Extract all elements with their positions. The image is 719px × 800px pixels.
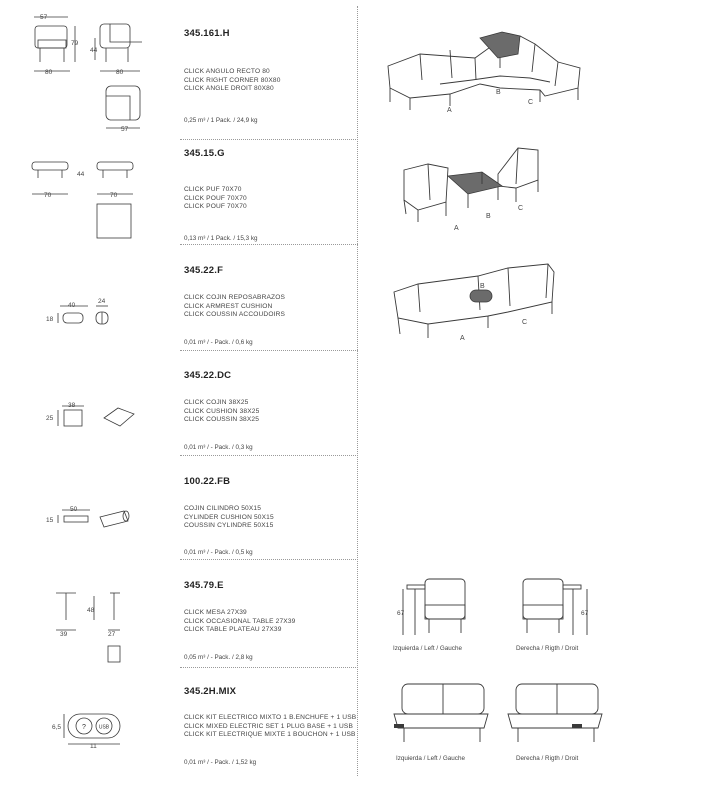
product-code: 345.22.DC bbox=[184, 370, 232, 381]
dim-depth: 70 bbox=[110, 192, 118, 199]
dim-seat-height: 44 bbox=[90, 47, 98, 54]
product-names bbox=[184, 609, 295, 635]
product-code: 345.22.F bbox=[184, 265, 224, 276]
dim-width: 11 bbox=[90, 743, 97, 750]
product-spec: 0,01 m³ / - Pack. / 1,52 kg bbox=[184, 759, 257, 766]
dim-width: 80 bbox=[45, 69, 53, 76]
dim-depth: 57 bbox=[40, 14, 48, 21]
label-a: A bbox=[460, 335, 465, 342]
dim-diameter: 15 bbox=[46, 517, 54, 524]
dim-height: 79 bbox=[71, 40, 79, 47]
pouf-dimension-drawing bbox=[0, 140, 175, 245]
dim-length: 40 bbox=[68, 302, 76, 309]
label-c: C bbox=[518, 205, 524, 212]
row-separator bbox=[180, 455, 358, 456]
dim-height: 67 bbox=[581, 610, 589, 617]
dim-height: 48 bbox=[87, 607, 95, 614]
caption-left: Izquierda / Left / Gauche bbox=[396, 755, 465, 762]
dim-width: 70 bbox=[44, 192, 52, 199]
chair-table-right-illustration bbox=[515, 575, 595, 643]
usb-icon: USB bbox=[98, 724, 110, 731]
dim-length: 39 bbox=[60, 631, 68, 638]
product-code: 345.15.G bbox=[184, 148, 225, 159]
product-name-fr: CLICK COUSSIN ACCOUDOIRS bbox=[184, 311, 286, 319]
pouf-sofa-illustration bbox=[398, 140, 548, 235]
label-b: B bbox=[480, 283, 485, 290]
product-name-es: CLICK COJIN REPOSABRAZOS bbox=[184, 294, 286, 301]
product-names bbox=[184, 186, 247, 212]
row-separator bbox=[180, 350, 358, 351]
product-name-fr: CLICK ANGLE DROIT 80X80 bbox=[184, 85, 274, 93]
product-spec: 0,25 m³ / 1 Pack. / 24,9 kg bbox=[184, 117, 258, 124]
product-name-fr: CLICK TABLE PLATEAU 27X39 bbox=[184, 626, 282, 634]
product-spec: 0,01 m³ / - Pack. / 0,6 kg bbox=[184, 339, 253, 346]
chair-table-left-illustration bbox=[395, 575, 475, 643]
row-separator bbox=[180, 559, 358, 560]
dim-length: 50 bbox=[70, 506, 78, 513]
row-separator bbox=[180, 667, 358, 668]
sofa-kit-left-illustration bbox=[388, 680, 493, 750]
product-name-en: CLICK MIXED ELECTRIC SET 1 PLUG BASE + 1 USB bbox=[184, 722, 353, 730]
armrest-cushion-dimension-drawing bbox=[0, 245, 175, 350]
dim-height: 25 bbox=[46, 415, 54, 422]
product-name-en: CLICK OCCASIONAL TABLE 27X39 bbox=[184, 617, 296, 625]
product-name-es: CLICK ANGULO RECTO 80 bbox=[184, 68, 270, 75]
label-c: C bbox=[522, 319, 528, 326]
product-name-fr: CLICK COUSSIN 38X25 bbox=[184, 416, 260, 424]
dim-plan: 57 bbox=[121, 126, 129, 133]
electric-kit-dimension-drawing bbox=[0, 668, 175, 778]
product-name-en: CYLINDER CUSHION 50X15 bbox=[184, 513, 274, 521]
caption-right: Derecha / Rigth / Droit bbox=[516, 755, 579, 762]
dim-width: 24 bbox=[98, 298, 106, 305]
dim-width: 27 bbox=[108, 631, 116, 638]
product-name-fr: CLICK KIT ELECTRIQUE MIXTE 1 BOUCHON + 1 USB bbox=[184, 731, 356, 739]
product-name-fr: COUSSIN CYLINDRE 50X15 bbox=[184, 522, 274, 530]
label-b: B bbox=[496, 89, 501, 96]
sofa-kit-right-illustration bbox=[502, 680, 607, 750]
product-name-en: CLICK POUF 70X70 bbox=[184, 194, 247, 202]
product-name-en: CLICK ARMREST CUSHION bbox=[184, 302, 273, 310]
product-names bbox=[184, 399, 259, 425]
product-spec: 0,13 m³ / 1 Pack. / 15,3 kg bbox=[184, 235, 258, 242]
row-separator bbox=[180, 244, 358, 245]
dim-height: 6,5 bbox=[52, 724, 62, 731]
product-name-es: CLICK COJIN 38X25 bbox=[184, 399, 249, 406]
product-names bbox=[184, 505, 274, 531]
product-names bbox=[184, 714, 356, 740]
cylinder-dimension-drawing bbox=[0, 455, 175, 560]
caption-left: Izquierda / Left / Gauche bbox=[393, 645, 462, 652]
product-code: 345.79.E bbox=[184, 580, 224, 591]
dim-length: 38 bbox=[68, 402, 76, 409]
product-names bbox=[184, 68, 281, 94]
product-name-es: COJIN CILINDRO 50X15 bbox=[184, 505, 262, 512]
product-name-es: CLICK KIT ELECTRICO MIXTO 1 B.ENCHUFE + 1 USB bbox=[184, 714, 357, 721]
row-separator bbox=[180, 139, 358, 140]
cushion-dimension-drawing bbox=[0, 350, 175, 455]
corner-sofa-illustration bbox=[380, 28, 590, 118]
plug-icon: ? bbox=[82, 724, 86, 731]
caption-right: Derecha / Rigth / Droit bbox=[516, 645, 579, 652]
armrest-sofa-illustration bbox=[388, 258, 558, 348]
column-divider bbox=[357, 6, 358, 776]
product-name-es: CLICK PUF 70X70 bbox=[184, 186, 242, 193]
label-a: A bbox=[447, 107, 452, 114]
product-code: 100.22.FB bbox=[184, 476, 231, 487]
label-c: C bbox=[528, 99, 534, 106]
product-names bbox=[184, 294, 285, 320]
product-name-fr: CLICK POUF 70X70 bbox=[184, 203, 247, 211]
dim-height: 18 bbox=[46, 316, 54, 323]
label-a: A bbox=[454, 225, 459, 232]
label-b: B bbox=[486, 213, 491, 220]
table-dimension-drawing bbox=[0, 560, 175, 668]
product-name-en: CLICK CUSHION 38X25 bbox=[184, 407, 260, 415]
corner-dimension-drawing bbox=[0, 0, 175, 140]
product-code: 345.161.H bbox=[184, 28, 230, 39]
dim-height: 67 bbox=[397, 610, 405, 617]
product-code: 345.2H.MIX bbox=[184, 686, 237, 697]
product-name-es: CLICK MESA 27X39 bbox=[184, 609, 247, 616]
product-spec: 0,01 m³ / - Pack. / 0,3 kg bbox=[184, 444, 253, 451]
dim-width: 80 bbox=[116, 69, 124, 76]
product-spec: 0,01 m³ / - Pack. / 0,5 kg bbox=[184, 549, 253, 556]
dim-height: 44 bbox=[77, 171, 85, 178]
product-name-en: CLICK RIGHT CORNER 80X80 bbox=[184, 76, 281, 84]
product-spec: 0,05 m³ / - Pack. / 2,8 kg bbox=[184, 654, 253, 661]
